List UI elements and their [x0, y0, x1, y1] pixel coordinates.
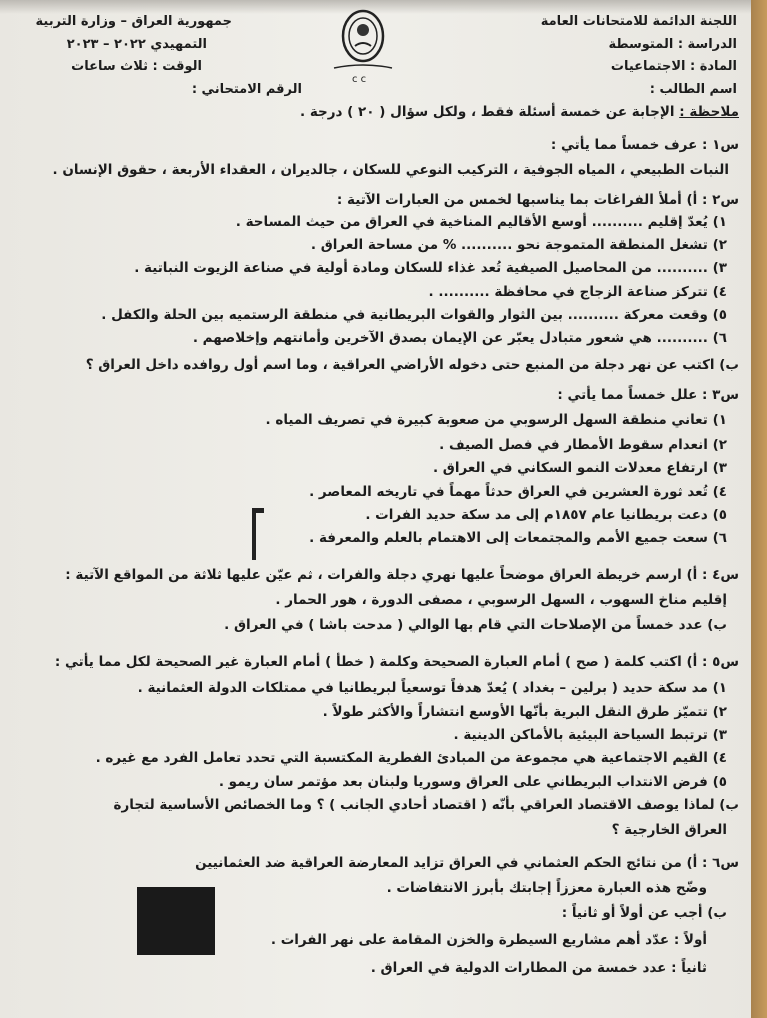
exam-note [300, 102, 739, 122]
svg-text:c c: c c [352, 74, 367, 85]
q5-item: ٢) تتميّز طرق النقل البرية بأنّها الأوسع انتشاراً والأكثر طولاً . [322, 704, 727, 720]
redaction-box [137, 887, 215, 955]
q6-part-a: س٦ : أ) من نتائج الحكم العثماني في العراق تزايد المعارضة العراقية ضد العثمانيين [195, 855, 739, 871]
q5-item: ٤) القيم الاجتماعية هي مجموعة من المبادئ الفطرية المكتسبة التي تحدد تعامل الفرد مع غيره . [95, 750, 727, 766]
q5-part-b: ب) لماذا يوصف الاقتصاد العراقي بأنّه ( اقتصاد أحادي الجانب ) ؟ وما الخصائص الأساسية لتجارة [113, 797, 739, 813]
q6-option-first: أولاً : عدّد أهم مشاريع السيطرة والخزن المقامة على نهر الفرات . [270, 932, 707, 948]
q3-item: ٦) سعت جميع الأمم والمجتمعات إلى الاهتمام بالعلم والمعرفة . [309, 530, 727, 546]
q5-item: ٥) فرض الانتداب البريطاني على العراق وسوريا ولبنان بعد مؤتمر سان ريمو . [218, 774, 727, 790]
q5-part-b-cont: العراق الخارجية ؟ [611, 822, 727, 838]
q3-item: ٢) انعدام سقوط الأمطار في فصل الصيف . [439, 437, 727, 453]
note-text: الإجابة عن خمسة أسئلة فقط ، ولكل سؤال ( ٢٠ ) درجة . [300, 104, 680, 120]
q5-item: ١) مد سكة حديد ( برلين – بغداد ) يُعدّ هدفاً توسعياً لبريطانيا في ممتلكات الدولة العثمانية . [137, 680, 727, 696]
q4-part-b: ب) عدد خمساً من الإصلاحات التي قام بها الوالي ( مدحت باشا ) في العراق . [224, 617, 727, 633]
note-label: ملاحظة : [679, 104, 739, 120]
q2-title: س٢ : أ) أملأ الفراغات بما يناسبها لخمس من العبارات الآتية : [336, 192, 739, 208]
q6-part-b: ب) أجب عن أولاً أو ثانياً : [561, 905, 727, 921]
student-name-label: اسم الطالب : [649, 82, 737, 97]
q2-item: ٢) تشغل المنطقة المتموجة نحو .......... % من مساحة العراق . [310, 237, 727, 253]
q2-item: ١) يُعدّ إقليم .......... أوسع الأقاليم المناخية في العراق من حيث المساحة . [235, 214, 727, 230]
q2-item: ٥) وقعت معركة .......... بين الثوار والقوات البريطانية في منطقة الرستميه بين الحلة والكفل . [101, 307, 727, 323]
q1-terms: النبات الطبيعي ، المياه الجوفية ، التركيب النوعي للسكان ، جالديران ، العقداء الأربعة ، حقوق الإنسان . [52, 162, 729, 178]
exam-time: الوقت : ثلاث ساعات [71, 59, 202, 74]
ministry-seal-icon [330, 6, 396, 86]
q3-item: ٤) تُعد ثورة العشرين في العراق حدثاً مهماً في تاريخه المعاصر . [309, 484, 727, 500]
committee-name: اللجنة الدائمة للامتحانات العامة [540, 14, 737, 29]
q2-item: ٤) تتركز صناعة الزجاج في محافظة .......... . [428, 284, 727, 300]
q2-item: ٦) .......... هي شعور متبادل يعبّر عن الإيمان بصدق الآخرين وأمانتهم وإخلاصهم . [192, 330, 727, 346]
q4-places: إقليم مناخ السهوب ، السهل الرسوبي ، مصفى الدورة ، هور الحمار . [275, 592, 727, 608]
republic-ministry: جمهورية العراق – وزارة التربية [35, 14, 232, 29]
q3-item: ٣) ارتفاع معدلات النمو السكاني في العراق . [432, 460, 727, 476]
q6-option-second: ثانياً : عدد خمسة من المطارات الدولية في العراق . [370, 960, 707, 976]
exam-round: التمهيدي ٢٠٢٢ – ٢٠٢٣ [66, 37, 207, 52]
q1-title: س١ : عرف خمساً مما يأتي : [550, 137, 739, 153]
table-edge [751, 0, 767, 1018]
q6-part-a-cont: وضّح هذه العبارة معززاً إجابتك بأبرز الانتفاضات . [386, 880, 707, 896]
subject: المادة : الاجتماعيات [610, 59, 737, 74]
q3-item: ١) تعاني منطقة السهل الرسوبي من صعوبة كبيرة في تصريف المياه . [265, 412, 727, 428]
q5-item: ٣) ترتبط السياحة البيئية بالأماكن الدينية . [453, 727, 727, 743]
q3-title: س٣ : علل خمساً مما يأتي : [557, 387, 739, 403]
q5-title: س٥ : أ) اكتب كلمة ( صح ) أمام العبارة الصحيحة وكلمة ( خطأ ) أمام العبارة غير الصحيحة لكل مما يأتي : [54, 654, 739, 670]
q2-item: ٣) .......... من المحاصيل الصيفية تُعد غذاء للسكان ومادة أولية في صناعة الزيوت النباتية . [134, 260, 727, 276]
q3-item: ٥) دعت بريطانيا عام ١٨٥٧م إلى مد سكة حديد الفرات . [365, 507, 727, 523]
pen-mark [252, 508, 264, 560]
q4-part-a: س٤ : أ) ارسم خريطة العراق موضحاً عليها نهري دجلة والفرات ، ثم عيّن عليها ثلاثة من المواقع الآتية : [65, 567, 739, 583]
exam-number-label: الرقم الامتحاني : [191, 82, 302, 97]
study-level: الدراسة : المتوسطة [608, 37, 737, 52]
q2-part-b: ب) اكتب عن نهر دجلة من المنبع حتى دخوله الأراضي العراقية ، وما اسم أول روافده داخل العراق ؟ [85, 357, 739, 373]
